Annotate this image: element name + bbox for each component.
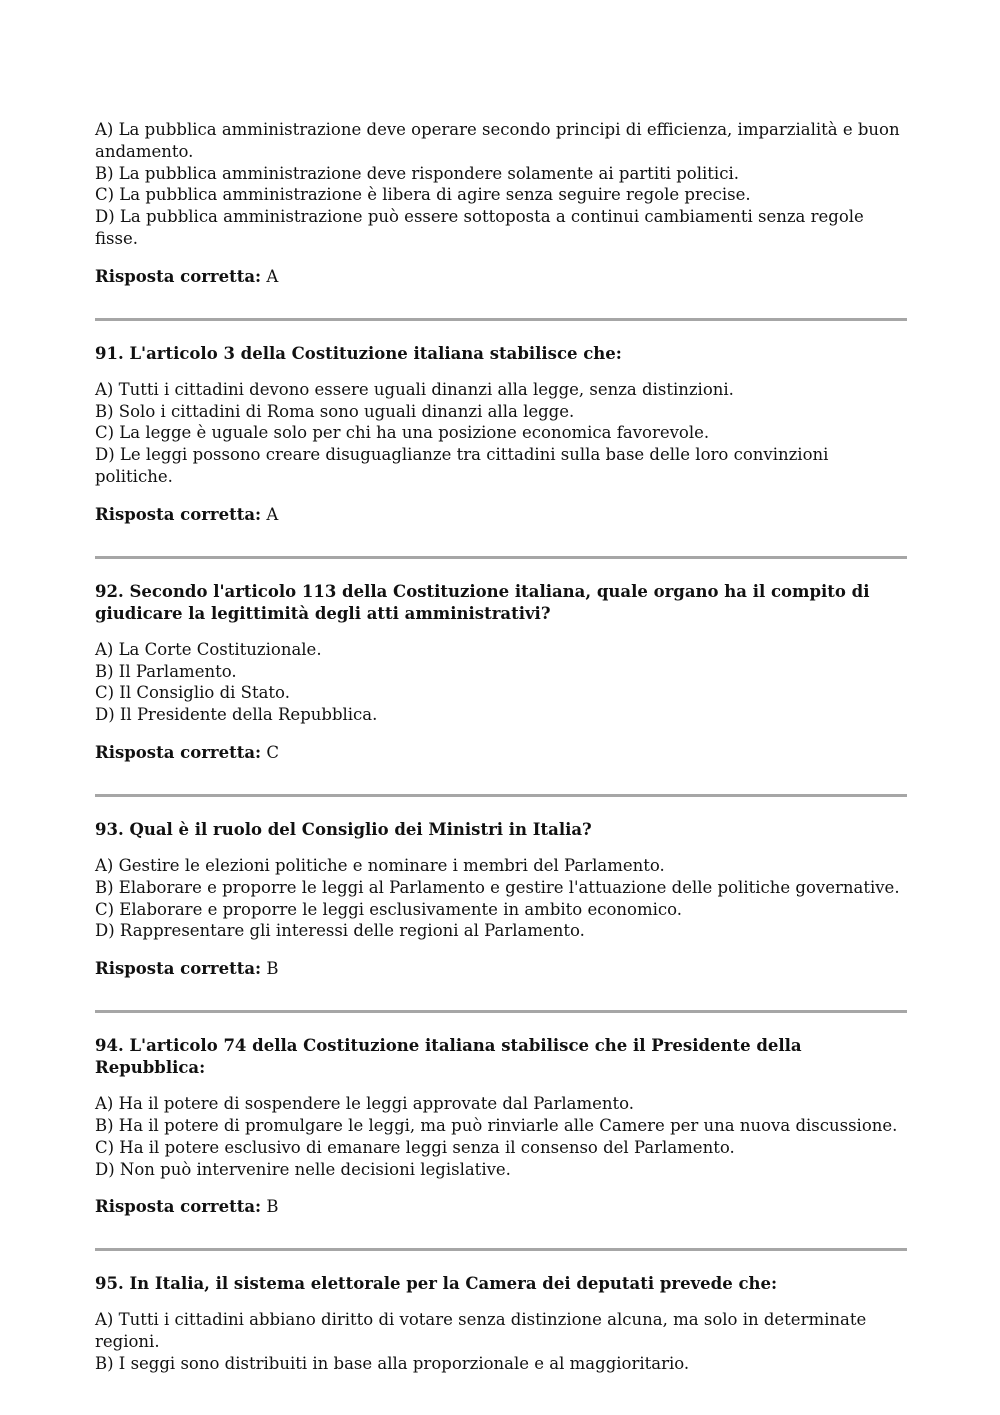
option-a: A) Ha il potere di sospendere le leggi approvate dal Parlamento.: [95, 1094, 635, 1114]
option-a: A) Tutti i cittadini devono essere uguali dinanzi alla legge, senza distinzioni.: [95, 379, 734, 399]
option-c: C) Il Consiglio di Stato.: [95, 683, 290, 703]
option-d: D) Le leggi possono creare disuguaglianze tra cittadini sulla base delle loro convinzioni politiche.: [95, 445, 829, 486]
question-block-93: [95, 819, 907, 980]
option-d: D) Il Presidente della Repubblica.: [95, 705, 378, 725]
question-block-94: [95, 1035, 907, 1218]
correct-answer: [95, 958, 907, 980]
option-c: C) Elaborare e proporre le leggi esclusivamente in ambito economico.: [95, 899, 683, 919]
question-text: 94. L'articolo 74 della Costituzione italiana stabilisce che il Presidente della Repubblica:: [95, 1036, 802, 1078]
answer-label: Risposta corretta:: [95, 1197, 262, 1217]
options-list: [95, 639, 907, 726]
divider: [95, 1248, 907, 1251]
question-block-92: [95, 581, 907, 764]
correct-answer: [95, 1196, 907, 1218]
answer-value: A: [266, 504, 279, 524]
options-list: [95, 1309, 907, 1374]
option-b: B) I seggi sono distribuiti in base alla proporzionale e al maggioritario.: [95, 1353, 690, 1373]
answer-label: Risposta corretta:: [95, 742, 262, 762]
option-a: A) Tutti i cittadini abbiano diritto di votare senza distinzione alcuna, ma solo in determinate regioni.: [95, 1310, 867, 1352]
options-list: [95, 855, 907, 942]
option-c: C) Ha il potere esclusivo di emanare leggi senza il consenso del Parlamento.: [95, 1137, 735, 1157]
divider: [95, 556, 907, 559]
option-c: C) La legge è uguale solo per chi ha una posizione economica favorevole.: [95, 423, 710, 443]
question-text: 95. In Italia, il sistema elettorale per la Camera dei deputati prevede che:: [95, 1274, 778, 1294]
answer-value: C: [266, 742, 279, 762]
correct-answer: [95, 742, 907, 764]
option-a: A) La Corte Costituzionale.: [95, 639, 322, 659]
correct-answer: [95, 266, 907, 288]
option-b: B) Ha il potere di promulgare le leggi, ma può rinviarle alle Camere per una nuova discussione.: [95, 1115, 898, 1135]
option-d: D) Rappresentare gli interessi delle regioni al Parlamento.: [95, 921, 585, 941]
answer-value: B: [266, 1197, 279, 1217]
question-text: 93. Qual è il ruolo del Consiglio dei Ministri in Italia?: [95, 819, 592, 839]
option-b: B) Solo i cittadini di Roma sono uguali dinanzi alla legge.: [95, 401, 575, 421]
options-list: [95, 119, 907, 250]
answer-label: Risposta corretta:: [95, 266, 262, 286]
option-b: B) La pubblica amministrazione deve rispondere solamente ai partiti politici.: [95, 163, 739, 183]
answer-value: B: [266, 959, 279, 979]
option-a: A) La pubblica amministrazione deve operare secondo principi di efficienza, imparzialità e buon andamento.: [95, 120, 900, 161]
options-list: [95, 379, 907, 488]
answer-label: Risposta corretta:: [95, 504, 262, 524]
question-block-95: [95, 1273, 907, 1374]
answer-label: Risposta corretta:: [95, 959, 262, 979]
question-block-90: [95, 119, 907, 288]
divider: [95, 1010, 907, 1013]
option-b: B) Il Parlamento.: [95, 661, 237, 681]
question-block-91: [95, 343, 907, 526]
correct-answer: [95, 504, 907, 526]
divider: [95, 318, 907, 321]
divider: [95, 794, 907, 797]
document-page: [95, 119, 907, 1375]
question-text: 92. Secondo l'articolo 113 della Costituzione italiana, quale organo ha il compito di giudicare la legittimità degli atti amministrativi?: [95, 581, 870, 623]
option-b: B) Elaborare e proporre le leggi al Parlamento e gestire l'attuazione delle politiche governative.: [95, 877, 900, 897]
option-a: A) Gestire le elezioni politiche e nominare i membri del Parlamento.: [95, 855, 665, 875]
option-d: D) Non può intervenire nelle decisioni legislative.: [95, 1159, 511, 1179]
options-list: [95, 1093, 907, 1180]
option-d: D) La pubblica amministrazione può essere sottoposta a continui cambiamenti senza regole fisse.: [95, 207, 864, 248]
option-c: C) La pubblica amministrazione è libera di agire senza seguire regole precise.: [95, 185, 751, 205]
question-text: 91. L'articolo 3 della Costituzione italiana stabilisce che:: [95, 343, 622, 363]
answer-value: A: [266, 266, 279, 286]
